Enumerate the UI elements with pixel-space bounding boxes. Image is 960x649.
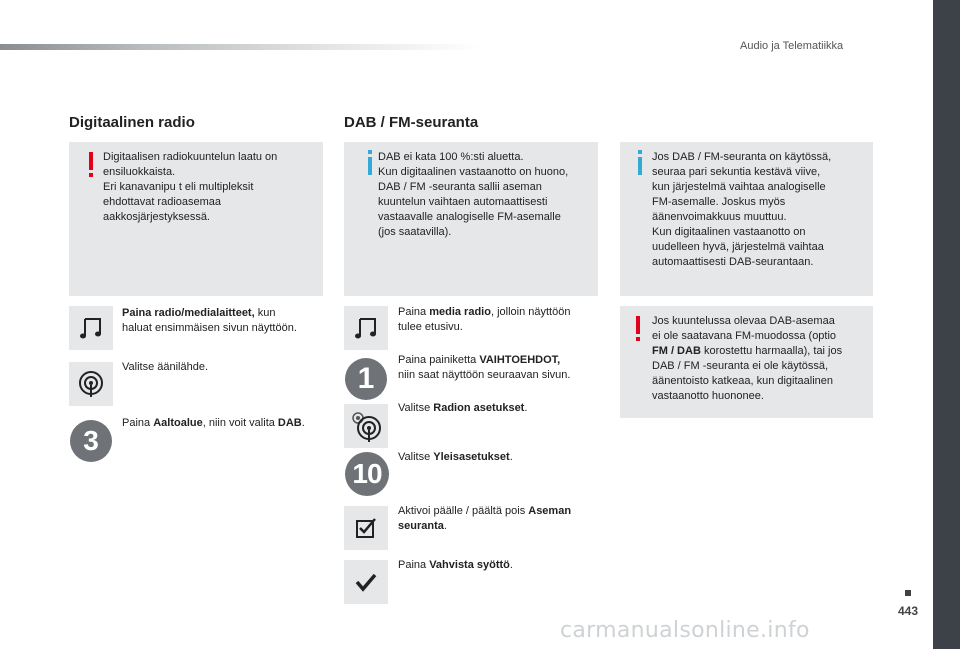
toggle-checkbox-icon [354, 516, 378, 540]
page-number: 443 [898, 604, 919, 618]
left-step-3-text: Paina Aaltoalue, niin voit valita DAB. [122, 417, 305, 429]
info-note-box-middle [344, 142, 598, 296]
section-title: Audio ja Telematiikka [740, 40, 844, 52]
info-note-box-right [620, 142, 873, 296]
step-number-1: 1 [345, 358, 387, 400]
info-icon [368, 157, 372, 175]
heading-dab-fm-tracking: DAB / FM-seuranta [344, 114, 479, 131]
checkmark-icon-box[interactable] [344, 560, 388, 604]
radio-source-icon-box[interactable] [69, 362, 113, 406]
heading-digital-radio: Digitaalinen radio [69, 114, 195, 131]
music-note-icon-box-middle[interactable] [344, 306, 388, 350]
settings-radio-icon-box[interactable] [344, 404, 388, 448]
watermark: carmanualsonline.info [560, 618, 810, 643]
warning-icon-dot [89, 173, 93, 177]
warning-icon [636, 316, 640, 334]
left-step-1-text: Paina radio/medialaitteet, kun haluat ensimmäisen sivun näyttöön. [122, 307, 297, 334]
music-note-icon [78, 315, 104, 341]
middle-step-5-text: Aktivoi päälle / päältä pois Aseman seuranta. [398, 505, 572, 532]
warning-icon-dot [636, 337, 640, 341]
warning-note-text-right: Jos kuuntelussa olevaa DAB-asemaa ei ole saatavana FM-muodossa (optio FM / DAB korostettu harmaalla), tai jos DAB / FM -seuranta ei ole käytössä, äänentoisto katkeaa, kun digitaalinen vastaanotto huononee. [652, 315, 843, 402]
step-number-10: 10 [345, 452, 389, 496]
middle-step-1-text: Paina media radio, jolloin näyttöön tulee etusivu. [398, 306, 571, 333]
page-marker [905, 590, 911, 596]
warning-note-text: Digitaalisen radiokuuntelun laatu on ensiluokkaista. Eri kanavanipu t eli multipleksit ehdottavat radioasemaa aakkosjärjestyksessä. [103, 151, 278, 223]
middle-step-2-text: Paina painiketta VAIHTOEHDOT, niin saat näyttöön seuraavan sivun. [398, 354, 571, 381]
middle-step-6-text: Paina Vahvista syöttö. [398, 559, 513, 571]
checkmark-icon [354, 570, 378, 594]
middle-step-4-text: Valitse Yleisasetukset. [398, 451, 513, 463]
warning-icon [89, 152, 93, 170]
settings-radio-icon [349, 409, 383, 443]
music-note-icon [353, 315, 379, 341]
info-note-text-right: Jos DAB / FM-seuranta on käytössä, seuraa pari sekuntia kestävä viive, kun järjestelmä vaihtaa analogiselle FM-asemalle. Joskus myös äänenvoimakkuus muuttuu. Kun digitaalinen vastaanotto on uudelleen hyvä, järjestelmä vaihtaa automaattisesti DAB-seurantaan. [652, 151, 832, 268]
header-gradient-bar [0, 44, 480, 50]
step-number-3: 3 [70, 420, 112, 462]
left-step-2-text: Valitse äänilähde. [122, 361, 209, 373]
radio-source-icon [77, 370, 105, 398]
warning-note-box-right [620, 306, 873, 418]
info-icon-dot [638, 150, 642, 154]
info-icon [638, 157, 642, 175]
toggle-checkbox-icon-box[interactable] [344, 506, 388, 550]
music-note-icon-box[interactable] [69, 306, 113, 350]
warning-note-box [69, 142, 323, 296]
middle-step-3-text: Valitse Radion asetukset. [398, 402, 528, 414]
page-edge-bar [933, 0, 960, 649]
info-icon-dot [368, 150, 372, 154]
info-note-text-middle: DAB ei kata 100 %:sti aluetta. Kun digitaalinen vastaanotto on huono, DAB / FM -seuranta sallii aseman kuuntelun vaihtaen automaattisesti vastaavalle analogiselle FM-asemalle (jos saatavilla). [378, 151, 569, 238]
